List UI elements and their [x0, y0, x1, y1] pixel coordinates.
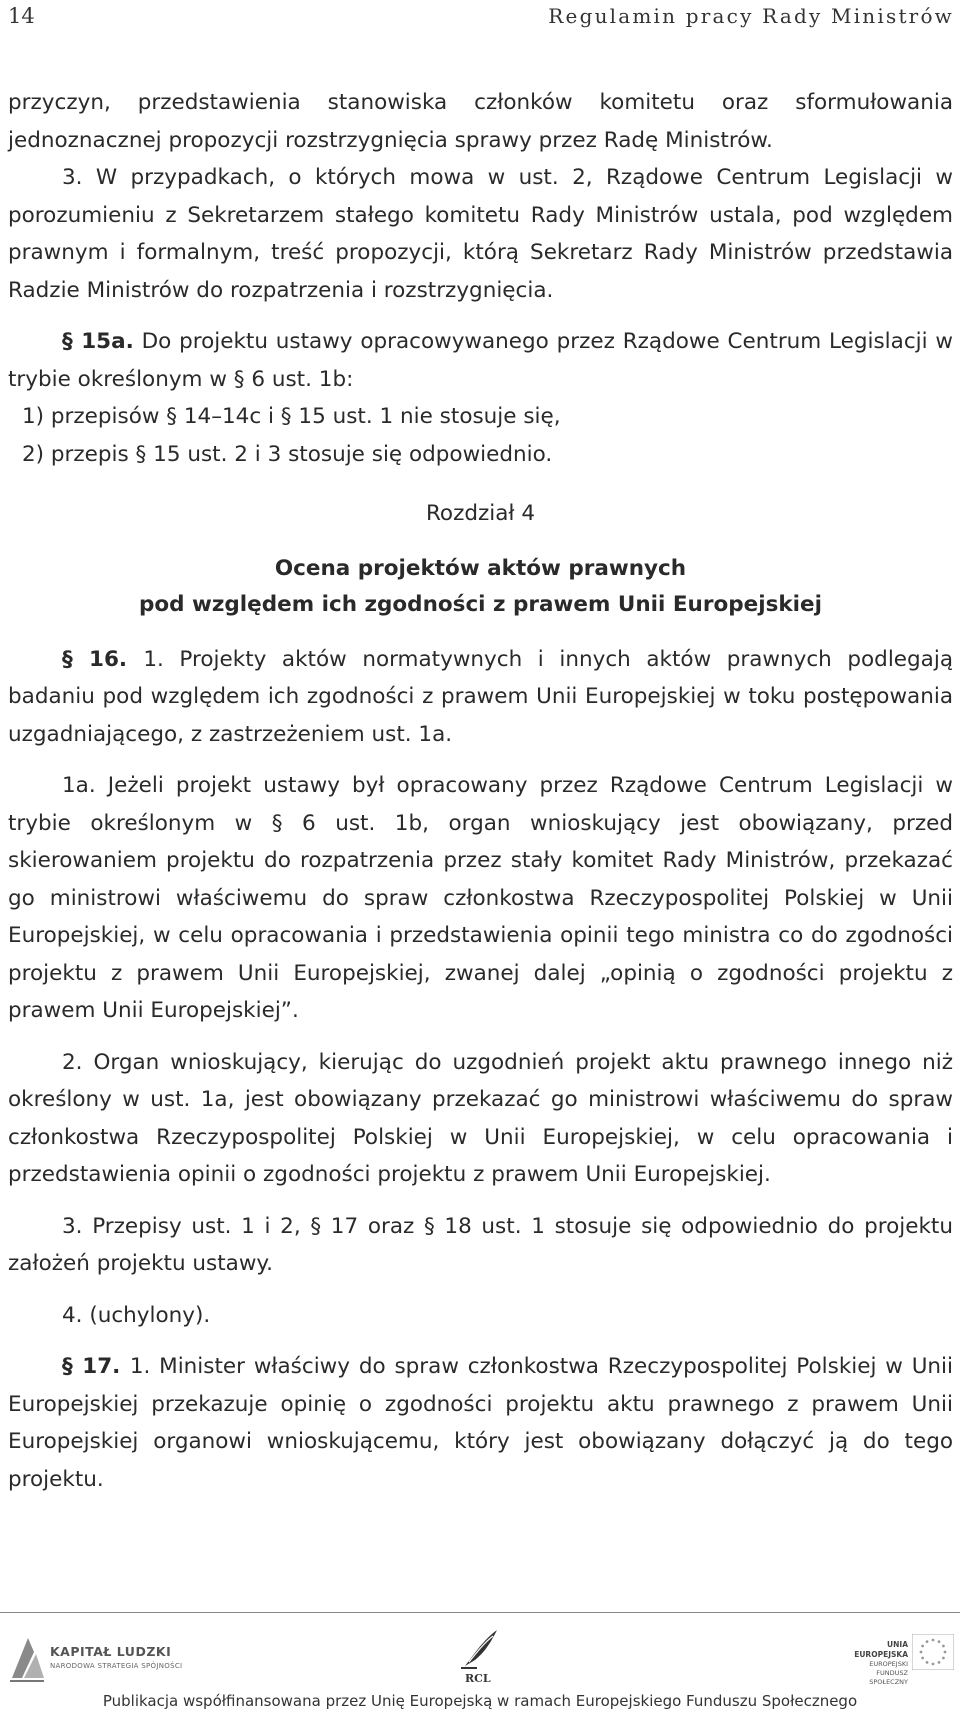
section-17: [8, 1348, 953, 1498]
eu-logo-line-1: UNIA EUROPEJSKA: [854, 1640, 908, 1659]
paragraph-16-3: 3. Przepisy ust. 1 i 2, § 17 oraz § 18 ust. 1 stosuje się odpowiednio do projektu założeń projektu ustawy.: [8, 1213, 953, 1276]
list-item-1: 1) przepisów § 14–14c i § 15 ust. 1 nie stosuje się,: [22, 404, 561, 429]
page-footer: [0, 1612, 960, 1713]
paragraph-16-1a: 1a. Jeżeli projekt ustawy był opracowany przez Rządowe Centrum Legislacji w trybie określonym w § 6 ust. 1b, organ wnioskujący jest obowiązany, przed skierowaniem projektu do rozpatrzenia przez stały komitet Rady Ministrów, przekazać go ministrowi właściwemu do spraw członkostwa Rzeczypospolitej Polskiej w Unii Europejskiej, w celu opracowania i przedstawienia opinii tego ministra co do zgodności projektu z prawem Unii Europejskiej, zwanej dalej „opinią o zgodności projektu z prawem Unii Europejskiej”.: [8, 773, 953, 1023]
chapter-title: [8, 551, 953, 623]
eu-logo-text: [836, 1640, 908, 1687]
chapter-title-line-1: Ocena projektów aktów prawnych: [274, 555, 687, 581]
list-item-2: 2) przepis § 15 ust. 2 i 3 stosuje się odpowiednio.: [22, 441, 553, 467]
kapital-ludzki-emblem-icon: [8, 1634, 46, 1684]
rcl-logo: [455, 1626, 505, 1690]
page-number: 14: [8, 4, 35, 28]
chapter-number: Rozdział 4: [425, 501, 536, 526]
paragraph-16-2: 2. Organ wnioskujący, kierując do uzgodnień projekt aktu prawnego innego niż określony w ust. 1a, jest obowiązany przekazać go ministrowi właściwemu do spraw członkostwa Rzeczypospolitej Polskiej w Unii Europejskiej, w celu opracowania i przedstawienia opinii o zgodności projektu z prawem Unii Europejskiej.: [8, 1049, 953, 1187]
page-header: [0, 0, 960, 40]
paragraph-16-4: 4. (uchylony).: [62, 1302, 211, 1328]
paragraph-continuation: przyczyn, przedstawienia stanowiska członków komitetu oraz sformułowania jednoznacznej propozycji rozstrzygnięcia sprawy przez Radę Ministrów.: [8, 90, 953, 153]
section-17-text: 1. Minister właściwy do spraw członkostwa Rzeczypospolitej Polskiej w Unii Europejskiej przekazuje opinię o zgodności projektu aktu prawnego z prawem Unii Europejskiej organowi wnioskującemu, który jest obowiązany dołączyć ją do tego projektu.: [8, 1354, 953, 1492]
running-title: Regulamin pracy Rady Ministrów: [548, 4, 954, 28]
eu-logo: [836, 1632, 954, 1692]
rcl-quill-icon: [455, 1626, 505, 1672]
rcl-label: RCL: [465, 1672, 491, 1685]
footer-divider: [0, 1612, 960, 1613]
chapter-title-line-2: pod względem ich zgodności z prawem Unii Europejskiej: [138, 591, 822, 617]
paragraph-15-3: 3. W przypadkach, o których mowa w ust. 2, Rządowe Centrum Legislacji w porozumieniu z Sekretarzem stałego komitetu Rady Ministrów ustala, pod względem prawnym i formalnym, treść propozycji, którą Sekretarz Rady Ministrów przedstawia Radzie Ministrów do rozpatrzenia i rozstrzygnięcia.: [8, 165, 953, 303]
kapital-ludzki-title: KAPITAŁ LUDZKI: [50, 1644, 172, 1659]
eu-logo-line-3: FUNDUSZ SPOŁECZNY: [869, 1669, 908, 1686]
section-15a-text: Do projektu ustawy opracowywanego przez Rządowe Centrum Legislacji w trybie określonym w § 6 ust. 1b:: [8, 329, 953, 392]
section-15a-heading: § 15a.: [62, 329, 134, 354]
footer-caption: Publikacja współfinansowana przez Unię Europejską w ramach Europejskiego Funduszu Społecznego: [102, 1692, 858, 1710]
section-15a: [8, 323, 953, 398]
kapital-ludzki-logo: [8, 1634, 188, 1690]
document-body: [8, 84, 953, 1498]
section-16: [8, 641, 953, 754]
section-16-text: 1. Projekty aktów normatywnych i innych aktów prawnych podlegają badaniu pod względem ich zgodności z prawem Unii Europejskiej w toku postępowania uzgadniającego, z zastrzeżeniem ust. 1a.: [8, 646, 953, 747]
eu-logo-line-2: EUROPEJSKI: [869, 1660, 908, 1668]
section-17-heading: § 17.: [62, 1354, 130, 1379]
section-16-heading: § 16.: [62, 646, 144, 672]
kapital-ludzki-subtitle: NARODOWA STRATEGIA SPÓJNOŚCI: [50, 1662, 183, 1670]
eu-flag-icon: [912, 1634, 954, 1670]
